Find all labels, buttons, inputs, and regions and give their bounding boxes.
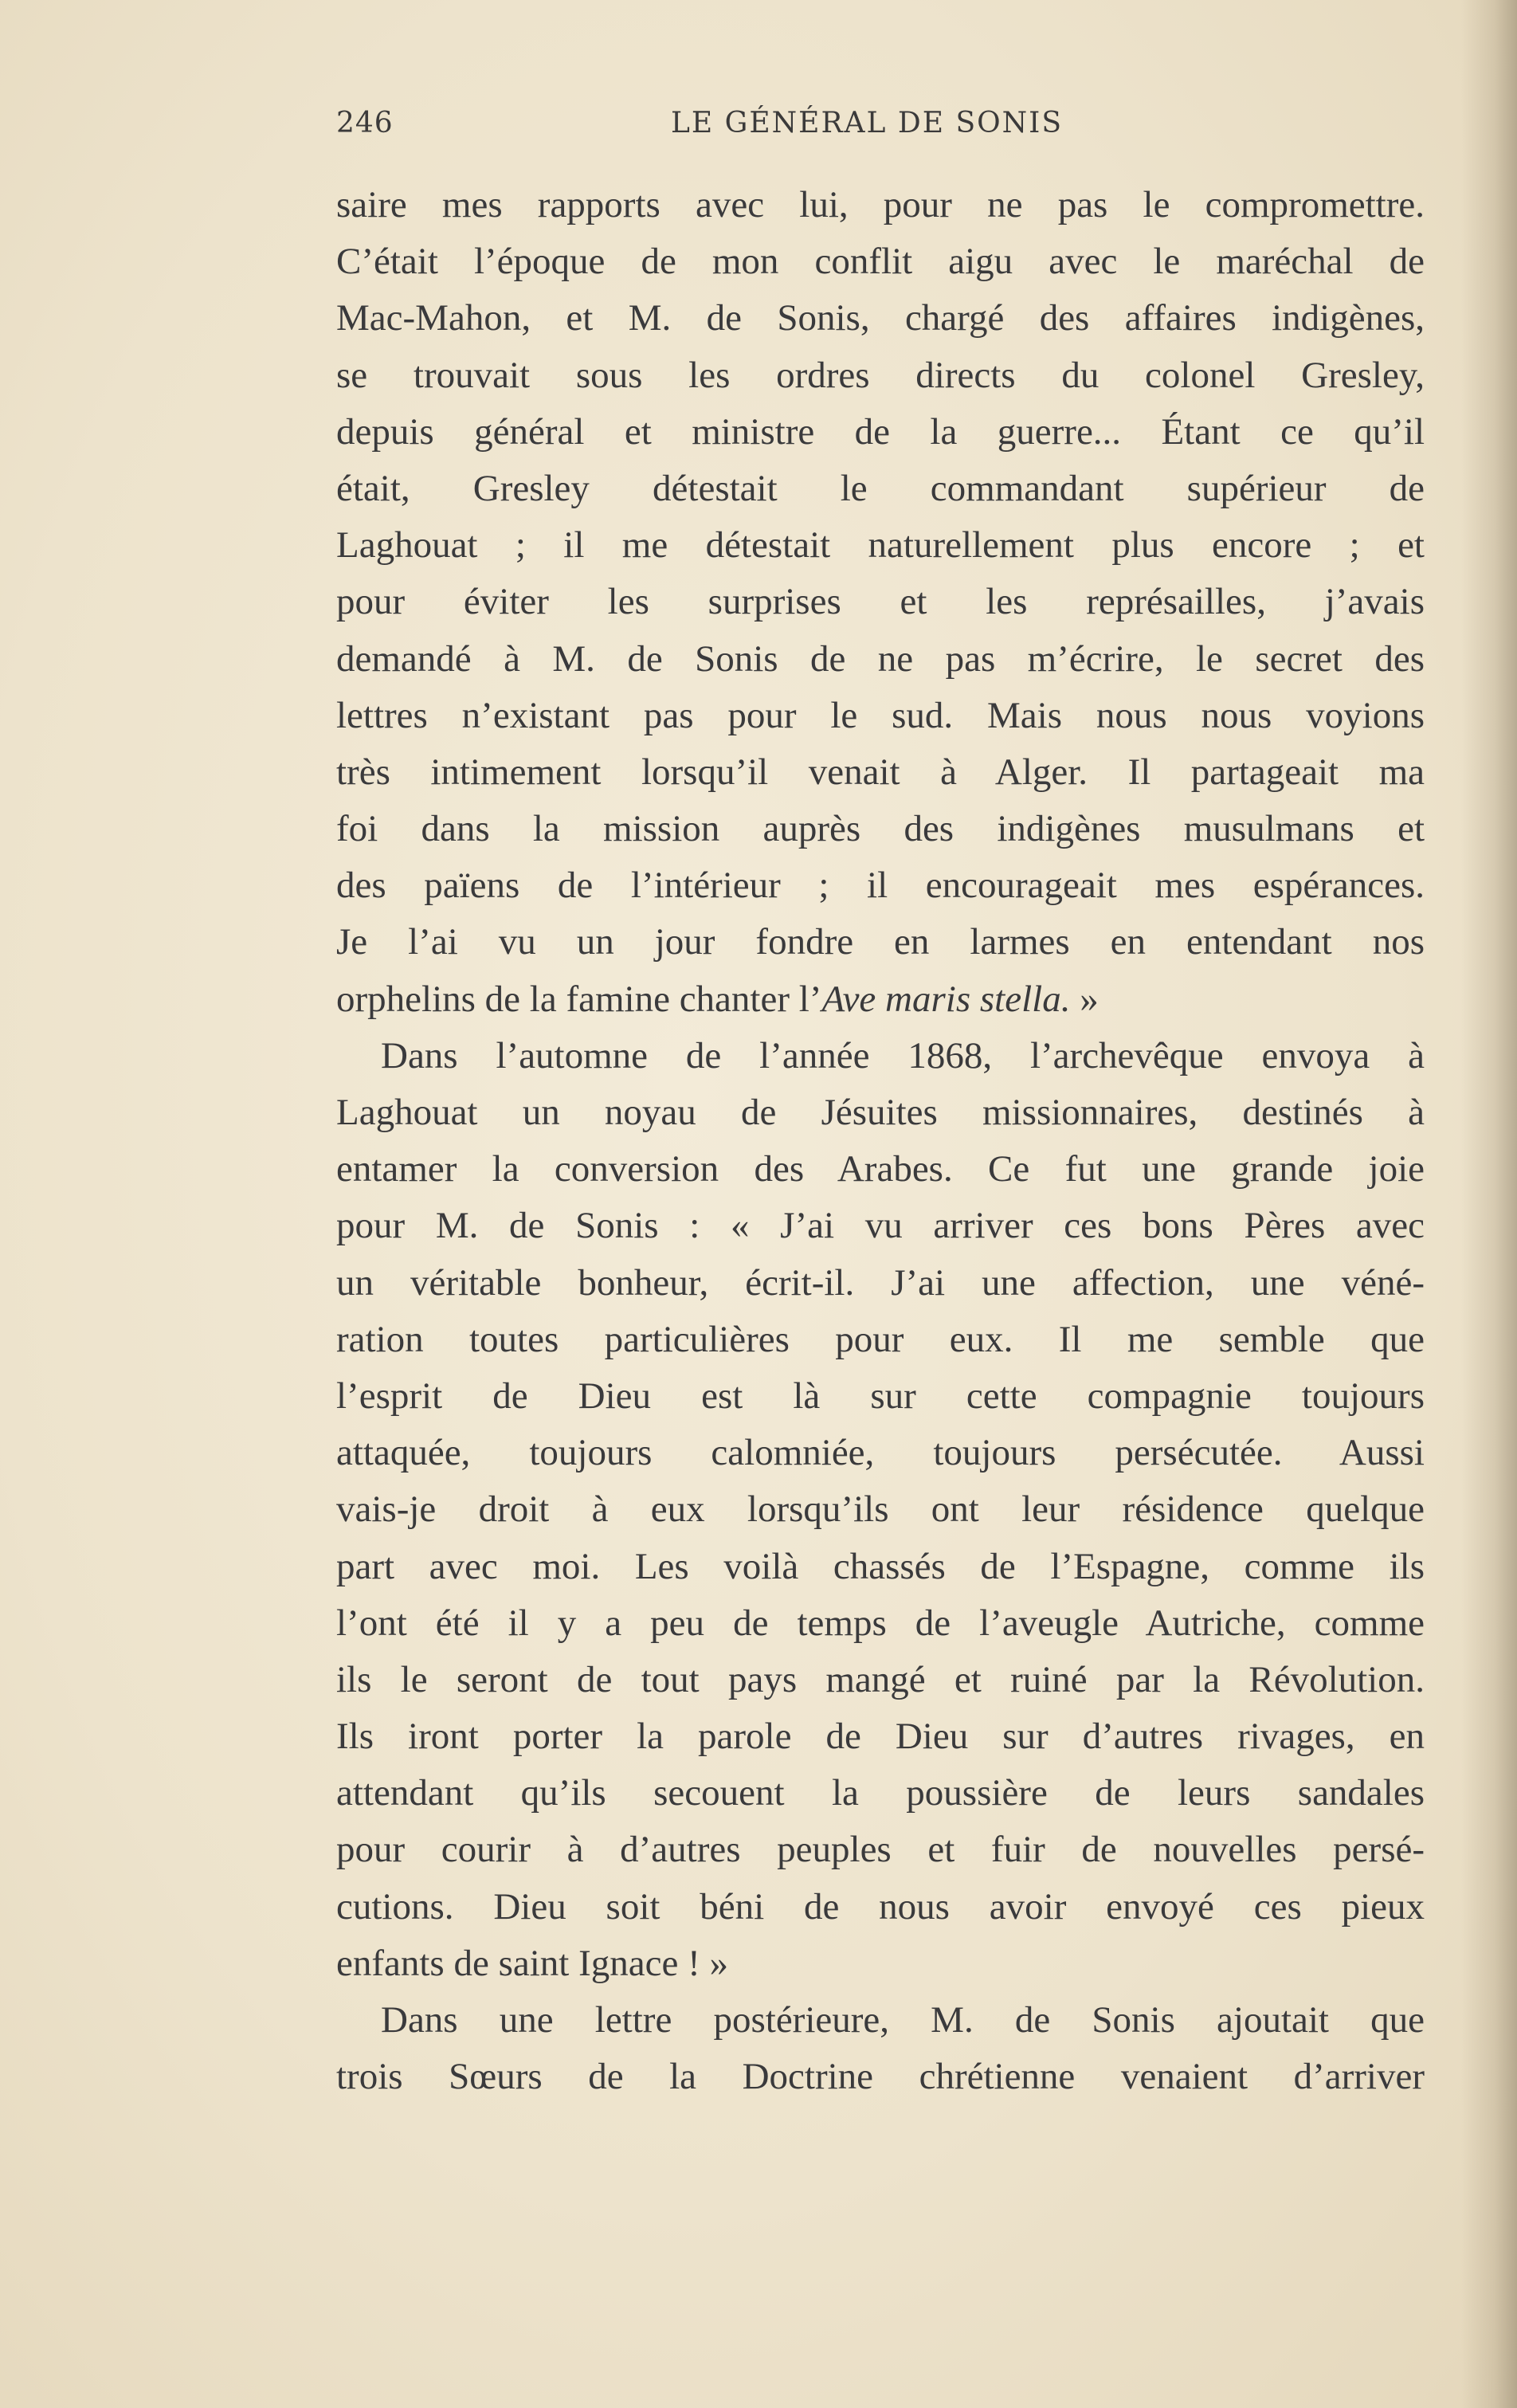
text-line: saire mes rapports avec lui, pour ne pas le compromettre. <box>336 184 1425 226</box>
text-line: ration toutes particulières pour eux. Il me semble que <box>336 1318 1425 1360</box>
text-line: pour courir à d’autres peuples et fuir de nouvelles persé- <box>336 1829 1425 1871</box>
text-line: pour éviter les surprises et les représailles, j’avais <box>336 581 1425 623</box>
text-line: très intimement lorsqu’il venait à Alger. Il partageait ma <box>336 751 1425 793</box>
text-line: Laghouat ; il me détestait naturellement plus encore ; et <box>336 524 1425 567</box>
page-header <box>336 107 1436 155</box>
text-line: part avec moi. Les voilà chassés de l’Espagne, comme ils <box>336 1545 1425 1587</box>
text-line: foi dans la mission auprès des indigènes musulmans et <box>336 808 1425 850</box>
text-line-with-italic <box>336 971 1425 1028</box>
text-line: attaquée, toujours calomniée, toujours persécutée. Aussi <box>336 1432 1425 1474</box>
text-line: enfants de saint Ignace ! » <box>336 1942 728 1984</box>
text-line: entamer la conversion des Arabes. Ce fut une grande joie <box>336 1148 1425 1190</box>
line-text-after: » <box>1070 978 1099 1020</box>
text-line: attendant qu’ils secouent la poussière de leurs sandales <box>336 1772 1425 1814</box>
text-line: pour M. de Sonis : « J’ai vu arriver ces bons Pères avec <box>336 1205 1425 1247</box>
text-line: Mac-Mahon, et M. de Sonis, chargé des affaires indigènes, <box>336 297 1425 339</box>
text-line: était, Gresley détestait le commandant supérieur de <box>336 467 1425 509</box>
text-line: l’ont été il y a peu de temps de l’aveugle Autriche, comme <box>336 1602 1425 1644</box>
running-title: LE GÉNÉRAL DE SONIS <box>671 107 1064 139</box>
text-line: l’esprit de Dieu est là sur cette compagnie toujours <box>336 1375 1425 1417</box>
text-line: un véritable bonheur, écrit-il. J’ai une affection, une véné- <box>336 1261 1425 1304</box>
text-line: lettres n’existant pas pour le sud. Mais nous nous voyions <box>336 694 1425 736</box>
text-line: demandé à M. de Sonis de ne pas m’écrire, le secret des <box>336 637 1425 680</box>
text-line: cutions. Dieu soit béni de nous avoir envoyé ces pieux <box>336 1885 1425 1928</box>
text-line: trois Sœurs de la Doctrine chrétienne venaient d’arriver <box>336 2056 1425 2098</box>
body-text <box>336 177 1425 2105</box>
italic-hymn-title: Ave maris stella. <box>821 978 1071 1020</box>
text-line: depuis général et ministre de la guerre... Étant ce qu’il <box>336 410 1425 453</box>
text-line: Laghouat un noyau de Jésuites missionnaires, destinés à <box>336 1092 1425 1133</box>
page-edge-shadow <box>1461 0 1517 2408</box>
text-line: se trouvait sous les ordres directs du colonel Gresley, <box>336 354 1425 396</box>
text-line: Ils iront porter la parole de Dieu sur d’autres rivages, en <box>336 1716 1425 1758</box>
line-text-before: orphelins de la famine chanter l’ <box>336 978 822 1020</box>
text-line: ils le seront de tout pays mangé et ruiné par la Révolution. <box>336 1658 1425 1700</box>
paragraph-start-line: Dans une lettre postérieure, M. de Sonis ajoutait que <box>381 1999 1425 2041</box>
text-line: vais-je droit à eux lorsqu’ils ont leur résidence quelque <box>336 1488 1425 1531</box>
text-line: Je l’ai vu un jour fondre en larmes en entendant nos <box>336 921 1425 963</box>
text-line: des païens de l’intérieur ; il encourageait mes espérances. <box>336 865 1425 907</box>
text-line: C’était l’époque de mon conflit aigu avec le maréchal de <box>336 241 1425 283</box>
paragraph-start-line: Dans l’automne de l’année 1868, l’archevêque envoya à <box>381 1034 1425 1077</box>
page-number: 246 <box>336 107 394 139</box>
